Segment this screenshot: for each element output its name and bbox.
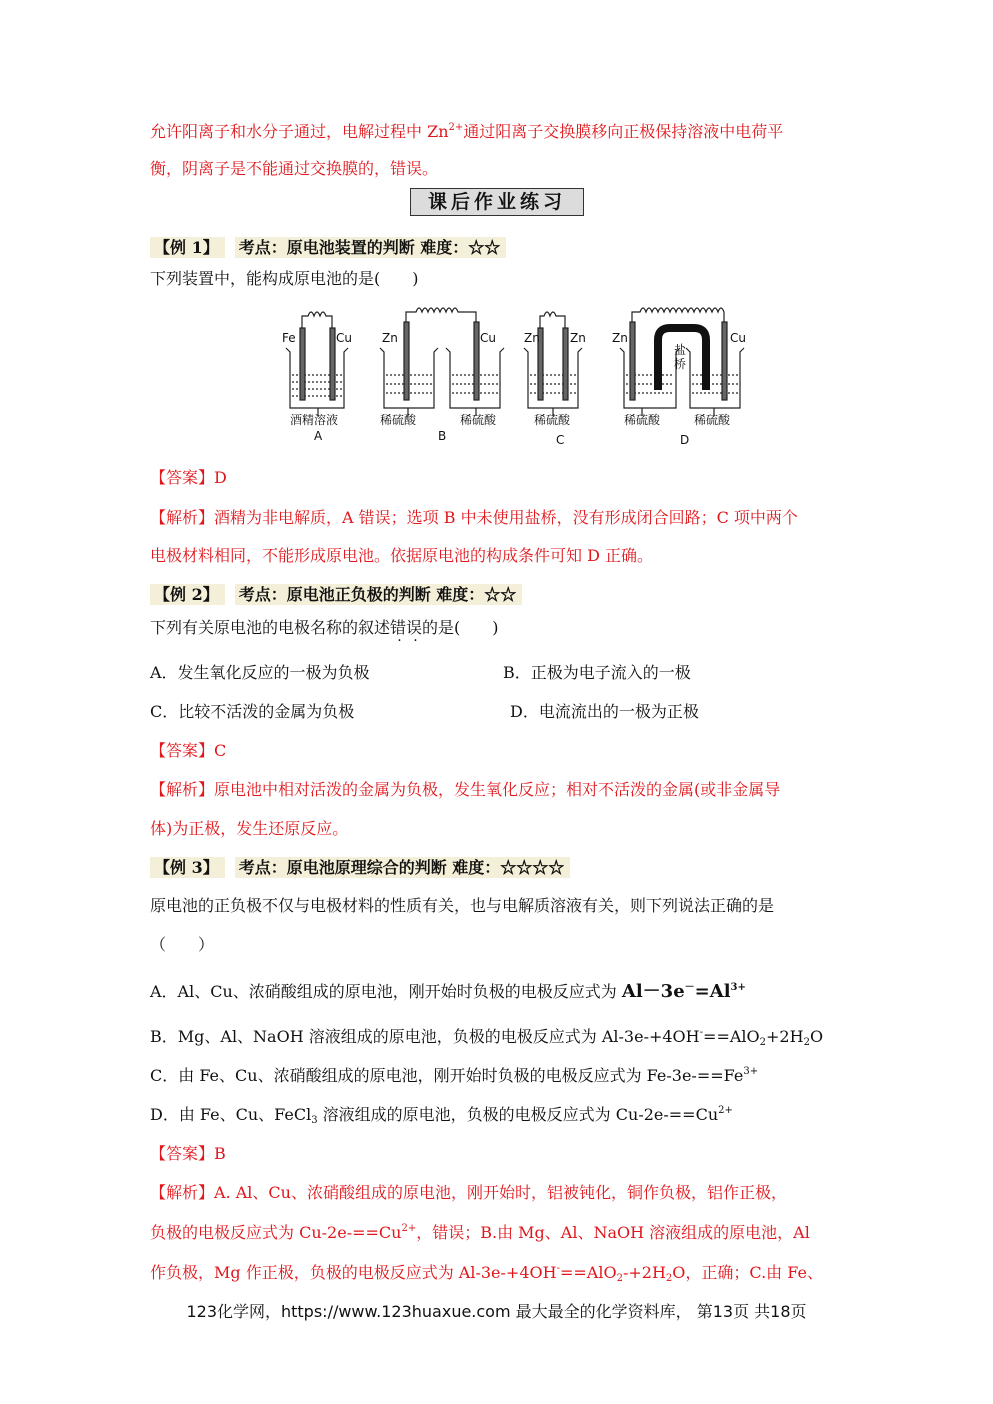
ex3-option-b: B．Mg、Al、NaOH 溶液组成的原电池，负极的电极反应式为 $Al-3e-+4OH^-==AlO_2+2H_2O$ [150,1027,824,1048]
label-d-sol1: 稀硫酸 [624,413,661,427]
ex3-question-1: 原电池的正负极不仅与电极材料的性质有关，也与电解质溶液有关，则下列说法正确的是 [150,896,775,915]
label-a-left: Fe [282,331,296,345]
ex2-option-c: C．比较不活泼的金属为负极 [150,702,355,721]
label-a-solution: 酒精溶液 [290,413,339,427]
label-d-right: Cu [730,331,746,345]
ex2-answer: 【答案】C [150,741,227,760]
section-title: 课后作业练习 [410,188,584,216]
label-d: D [680,433,690,447]
ex3-analysis-3: 作负极，Mg 作正极，负极的电极反应式为 $Al-3e-+4OH^-==AlO_2-+2H_2O$，正确；C.由 Fe、 [150,1263,823,1284]
galvanic-cell-figure [278,300,748,450]
ex2-question: 下列有关原电池的电极名称的叙述错误的是( ) [150,618,499,637]
label-d-left: Zn [612,331,628,345]
label-b-left: Zn [382,331,398,345]
label-d-bridge-1: 盐 [674,343,687,357]
label-b-sol1: 稀硫酸 [380,413,417,427]
ex2-header: 【例 2】 考点：原电池正负极的判断 难度：☆☆ [150,584,522,606]
label-a-right: Cu [336,331,352,345]
ex3-header: 【例 3】 考点：原电池原理综合的判断 难度：☆☆☆☆ [150,857,570,879]
ex2-analysis-2: 体)为正极，发生还原反应。 [150,819,349,838]
intro-line-2: 衡，阴离子是不能通过交换膜的，错误。 [150,159,439,178]
ex1-analysis-1: 【解析】酒精为非电解质，A 错误；选项 B 中未使用盐桥，没有形成闭合回路；C 项中两个 [150,508,798,527]
ex2-option-b: B．正极为电子流入的一极 [503,663,691,682]
ex2-option-a: A．发生氧化反应的一极为负极 [150,663,370,682]
label-d-bridge-2: 桥 [674,357,687,371]
label-b-sol2: 稀硫酸 [460,413,497,427]
ex3-analysis-1: 【解析】A. Al、Cu、浓硝酸组成的原电池，刚开始时，铝被钝化，铜作负极，铝作正极， [150,1183,787,1202]
label-b: B [438,429,447,443]
ex3-analysis-2: 负极的电极反应式为 $Cu-2e-==Cu^{2+}$，错误；B.由 Mg、Al、NaOH 溶液组成的原电池，Al [150,1223,810,1242]
page-footer: 123化学网，https://www.123huaxue.com 最大最全的化学资料库， 第13页 共18页 [186,1302,807,1321]
ex3-question-2: （ ） [150,935,215,954]
label-c-left: Zn [524,331,540,345]
label-c: C [556,433,565,447]
label-c-right: Zn [570,331,586,345]
ex2-analysis-1: 【解析】原电池中相对活泼的金属为负极，发生氧化反应；相对不活泼的金属(或非金属导 [150,780,781,799]
ex1-question: 下列装置中，能构成原电池的是( ) [150,269,419,288]
intro-line-1: 允许阳离子和水分子通过，电解过程中 $Zn^{2+}$通过阳离子交换膜移向正极保持溶液中电荷平 [150,122,784,141]
ex1-analysis-2: 电极材料相同，不能形成原电池。依据原电池的构成条件可知 D 正确。 [150,546,654,565]
ex2-option-d: D．电流流出的一极为正极 [510,702,699,721]
label-b-right: Cu [480,331,496,345]
label-d-sol2: 稀硫酸 [694,413,731,427]
ex3-answer: 【答案】B [150,1144,226,1163]
ex3-option-c: C．由 Fe、Cu、浓硝酸组成的原电池，刚开始时负极的电极反应式为 $Fe-3e-==Fe^{3+}$ [150,1066,759,1085]
label-c-solution: 稀硫酸 [534,413,571,427]
ex1-header: 【例 1】 考点：原电池装置的判断 难度：☆☆ [150,237,506,259]
ex1-answer: 【答案】D [150,468,227,487]
ex3-option-a: A．Al、Cu、浓硝酸组成的原电池，刚开始时负极的电极反应式为 $Al-3e^-=Al^{3+}$ [150,981,746,1002]
label-a: A [314,429,323,443]
ex3-option-d: D．由 Fe、Cu、FeCl$_3$ 溶液组成的原电池，负极的电极反应式为 $Cu-2e-==Cu^{2+}$ [150,1105,733,1126]
